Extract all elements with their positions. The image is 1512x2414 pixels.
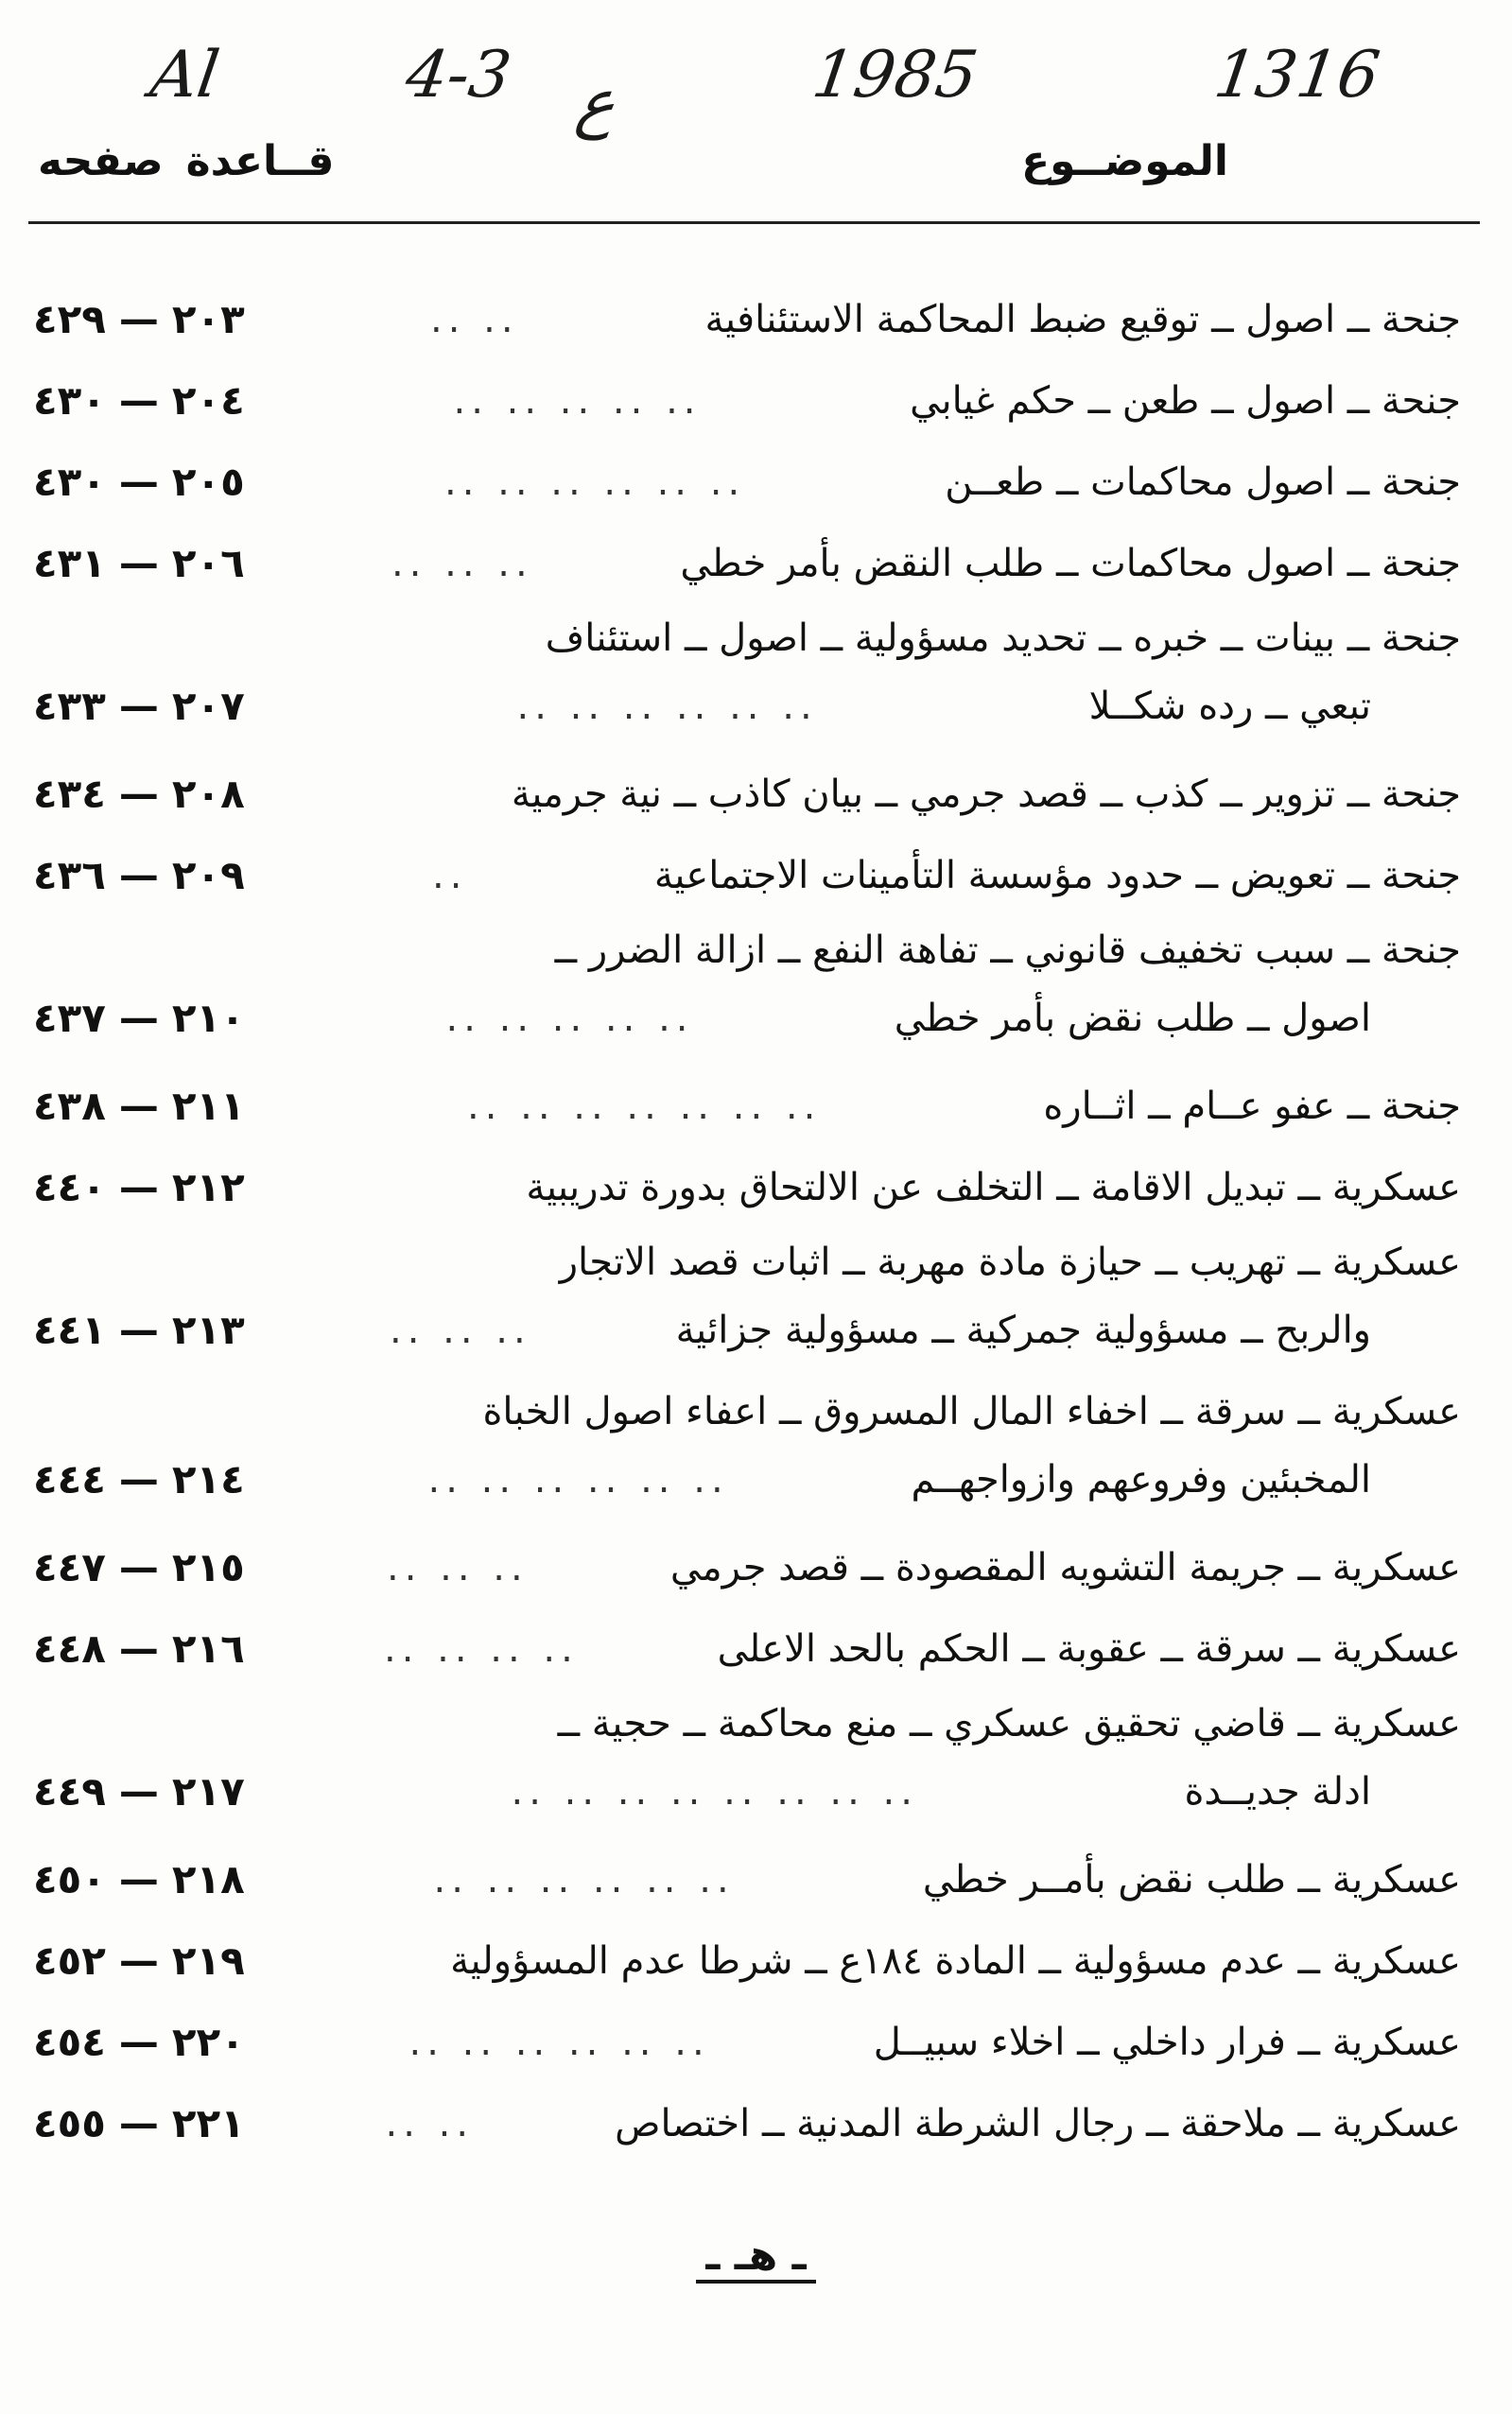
entry-line (33, 523, 1461, 604)
leader-dots: .. .. (385, 2102, 475, 2145)
entry-subject-text: والربح ــ مسؤولية جمركية ــ مسؤولية جزائية (675, 1309, 1371, 1352)
leader-dots: .. .. (430, 298, 519, 341)
leader-dots: .. .. .. .. .. .. .. .. (511, 1770, 918, 1814)
reference-separator: — (118, 1456, 159, 1502)
page-number: ٤٤٧ (33, 1544, 106, 1590)
page-number: ٤٤٩ (33, 1768, 106, 1815)
page-number: ٤٤٤ (33, 1456, 106, 1502)
index-entry (33, 523, 1461, 604)
leader-dots: .. .. .. .. (384, 1627, 579, 1671)
leader-dots: .. .. .. .. .. (445, 997, 694, 1040)
page-number: ٤٣٧ (33, 995, 106, 1041)
entry-reference (33, 1147, 245, 1228)
handwritten-note-a: A​l (146, 38, 224, 113)
index-entry (33, 1920, 1461, 2002)
entry-subject-text: عسكرية ــ عدم مسؤولية ــ المادة ١٨٤ع ــ شرطا عدم المسؤولية (450, 1939, 1461, 1983)
rule-number: ٢١٢ (171, 1164, 245, 1210)
entry-subject-text: جنحة ــ تزوير ــ كذب ــ قصد جرمي ــ بيان كاذب ــ نية جرمية (511, 773, 1461, 816)
index-entry (33, 604, 1461, 740)
rule-number: ٢١٠ (171, 995, 245, 1041)
reference-separator: — (118, 683, 159, 729)
entry-reference (33, 1066, 245, 1147)
index-entry (33, 2083, 1461, 2164)
index-entry (33, 360, 1461, 442)
reference-separator: — (118, 852, 159, 898)
entry-subject-text: اصول ــ طلب نقض بأمر خطي (894, 997, 1371, 1040)
index-header (38, 137, 1228, 203)
entry-subject-text: المخبئين وفروعهم وازواجهــم (911, 1458, 1371, 1502)
entry-line (33, 2002, 1461, 2083)
reference-separator: — (118, 2100, 159, 2146)
entry-reference (33, 1758, 245, 1826)
page-letter-mark (0, 2232, 1512, 2280)
entry-line (33, 1378, 1461, 1446)
leader-dots: .. .. .. .. .. .. (427, 1458, 729, 1502)
entry-subject-text: عسكرية ــ قاضي تحقيق عسكري ــ منع محاكمة ــ حجية ــ (557, 1702, 1461, 1745)
rule-column-label: قــاعدة (185, 137, 335, 185)
rule-number: ٢٠٦ (171, 540, 245, 586)
entry-line (33, 1608, 1461, 1690)
entry-continuation-line (33, 1296, 1461, 1364)
entry-line (33, 1527, 1461, 1608)
reference-separator: — (118, 1625, 159, 1672)
handwritten-note-c: ع (571, 66, 621, 141)
rule-number: ٢١١ (171, 1083, 245, 1129)
page-number: ٤٣٠ (33, 459, 106, 505)
page-number: ٤٤٠ (33, 1164, 106, 1210)
leader-dots: .. .. .. (390, 1309, 531, 1352)
rule-number: ٢١٤ (171, 1456, 245, 1502)
entry-subject-text: عسكرية ــ سرقة ــ عقوبة ــ الحكم بالحد الاعلى (717, 1627, 1461, 1671)
page-number: ٤٥٥ (33, 2100, 106, 2146)
reference-separator: — (118, 377, 159, 424)
leader-dots: .. .. .. .. .. .. (516, 685, 818, 728)
handwritten-note-b: 4-3 (401, 38, 516, 113)
page-letter: ـ هـ ـ (696, 2232, 815, 2284)
entry-line (33, 279, 1461, 360)
reference-separator: — (118, 995, 159, 1041)
index-entries-list (33, 279, 1461, 2164)
entry-reference (33, 984, 245, 1052)
index-entry (33, 754, 1461, 835)
entry-reference (33, 672, 245, 740)
rule-number: ٢٠٤ (171, 377, 245, 424)
index-entry (33, 442, 1461, 523)
rule-number: ٢٠٩ (171, 852, 245, 898)
entry-reference (33, 754, 245, 835)
entry-subject-text: جنحة ــ اصول محاكمات ــ طلب النقض بأمر خطي (680, 542, 1461, 585)
page-column-label: صفحه (38, 137, 164, 185)
entry-subject-text: جنحة ــ تعويض ــ حدود مؤسسة التأمينات الاجتماعية (653, 854, 1461, 897)
entry-subject-text: جنحة ــ بينات ــ خبره ــ تحديد مسؤولية ــ اصول ــ استئناف (545, 617, 1461, 660)
page-number: ٤٥٠ (33, 1856, 106, 1902)
rule-number: ٢٢٠ (171, 2019, 245, 2065)
rule-number: ٢٠٣ (171, 296, 245, 342)
entry-reference (33, 523, 245, 604)
page-number: ٤٤٨ (33, 1625, 106, 1672)
index-entry (33, 279, 1461, 360)
leader-dots: .. (432, 854, 468, 897)
page-number: ٤٣١ (33, 540, 106, 586)
entry-line (33, 754, 1461, 835)
index-entry (33, 1228, 1461, 1364)
rule-number: ٢٠٨ (171, 771, 245, 817)
rule-number: ٢٠٥ (171, 459, 245, 505)
entry-reference (33, 1608, 245, 1690)
entry-line (33, 835, 1461, 916)
reference-separator: — (118, 2019, 159, 2065)
entry-continuation-line (33, 984, 1461, 1052)
entry-continuation-line (33, 672, 1461, 740)
rule-number: ٢١٨ (171, 1856, 245, 1902)
entry-line (33, 1147, 1461, 1228)
entry-reference (33, 2083, 245, 2164)
rule-number: ٢١٥ (171, 1544, 245, 1590)
header-divider (28, 221, 1480, 224)
entry-reference (33, 835, 245, 916)
index-entry (33, 1608, 1461, 1690)
entry-reference (33, 1527, 245, 1608)
reference-separator: — (118, 771, 159, 817)
entry-reference (33, 442, 245, 523)
entry-line (33, 1228, 1461, 1296)
entry-reference (33, 279, 245, 360)
entry-reference (33, 1920, 245, 2002)
rule-number: ٢١٦ (171, 1625, 245, 1672)
reference-separator: — (118, 459, 159, 505)
leader-dots: .. .. .. .. .. .. (444, 460, 746, 504)
entry-line (33, 1920, 1461, 2002)
leader-dots: .. .. .. (387, 1546, 529, 1589)
entry-subject-text: تبعي ــ رده شكــلا (1088, 685, 1371, 728)
entry-continuation-line (33, 1446, 1461, 1514)
leader-dots: .. .. .. .. .. (453, 379, 702, 423)
page-number: ٤٣٨ (33, 1083, 106, 1129)
page-number: ٤٣٣ (33, 683, 106, 729)
handwritten-year: 1985 (808, 38, 982, 113)
rule-number: ٢٠٧ (171, 683, 245, 729)
page-number: ٤٤١ (33, 1307, 106, 1353)
page-number: ٤٥٢ (33, 1937, 106, 1984)
handwritten-number: 1316 (1209, 38, 1384, 113)
entry-subject-text: جنحة ــ اصول ــ توقيع ضبط المحاكمة الاستئنافية (704, 298, 1461, 341)
leader-dots: .. .. .. .. .. .. (408, 2021, 710, 2064)
reference-separator: — (118, 1083, 159, 1129)
entry-subject-text: جنحة ــ اصول ــ طعن ــ حكم غيابي (910, 379, 1461, 423)
index-entry (33, 1527, 1461, 1608)
entry-line (33, 1839, 1461, 1920)
index-entry (33, 1839, 1461, 1920)
entry-subject-text: عسكرية ــ جريمة التشويه المقصودة ــ قصد جرمي (669, 1546, 1461, 1589)
rule-number: ٢١٧ (171, 1768, 245, 1815)
rule-number: ٢٢١ (171, 2100, 245, 2146)
entry-line (33, 1066, 1461, 1147)
rule-page-labels (38, 137, 334, 185)
page-number: ٤٣٤ (33, 771, 106, 817)
rule-number: ٢١٩ (171, 1937, 245, 1984)
reference-separator: — (118, 296, 159, 342)
entry-line (33, 442, 1461, 523)
page-number: ٤٣٦ (33, 852, 106, 898)
entry-reference (33, 1296, 245, 1364)
rule-number: ٢١٣ (171, 1307, 245, 1353)
leader-dots: .. .. .. .. .. .. (433, 1858, 735, 1902)
page-number: ٤٢٩ (33, 296, 106, 342)
entry-line (33, 1690, 1461, 1758)
index-entry (33, 1147, 1461, 1228)
reference-separator: — (118, 1164, 159, 1210)
reference-separator: — (118, 540, 159, 586)
entry-line (33, 360, 1461, 442)
entry-line (33, 916, 1461, 984)
entry-subject-text: عسكرية ــ ملاحقة ــ رجال الشرطة المدنية ــ اختصاص (615, 2102, 1461, 2145)
entry-subject-text: عسكرية ــ تهريب ــ حيازة مادة مهربة ــ اثبات قصد الاتجار (559, 1241, 1461, 1284)
reference-separator: — (118, 1937, 159, 1984)
reference-separator: — (118, 1768, 159, 1815)
entry-reference (33, 2002, 245, 2083)
entry-line (33, 2083, 1461, 2164)
index-entry (33, 1066, 1461, 1147)
index-entry (33, 1378, 1461, 1514)
index-entry (33, 835, 1461, 916)
entry-subject-text: جنحة ــ عفو عــام ــ اثــاره (1043, 1085, 1461, 1128)
index-entry (33, 916, 1461, 1052)
entry-reference (33, 1446, 245, 1514)
page-number: ٤٥٤ (33, 2019, 106, 2065)
entry-subject-text: عسكرية ــ تبديل الاقامة ــ التخلف عن الالتحاق بدورة تدريبية (526, 1166, 1461, 1209)
entry-line (33, 604, 1461, 672)
reference-separator: — (118, 1544, 159, 1590)
entry-subject-text: ادلة جديــدة (1184, 1770, 1371, 1814)
leader-dots: .. .. .. (391, 542, 533, 585)
reference-separator: — (118, 1307, 159, 1353)
entry-subject-text: عسكرية ــ سرقة ــ اخفاء المال المسروق ــ اعفاء اصول الخباة (482, 1390, 1461, 1433)
entry-subject-text: جنحة ــ اصول محاكمات ــ طعــن (945, 460, 1461, 504)
entry-reference (33, 1839, 245, 1920)
index-entry (33, 2002, 1461, 2083)
leader-dots: .. .. .. .. .. .. .. (467, 1085, 822, 1128)
entry-subject-text: عسكرية ــ فرار داخلي ــ اخلاء سبيــل (873, 2021, 1461, 2064)
reference-separator: — (118, 1856, 159, 1902)
page-number: ٤٣٠ (33, 377, 106, 424)
entry-reference (33, 360, 245, 442)
subject-column-label: الموضــوع (1021, 137, 1228, 185)
entry-subject-text: جنحة ــ سبب تخفيف قانوني ــ تفاهة النفع ــ ازالة الضرر ــ (554, 929, 1461, 972)
index-entry (33, 1690, 1461, 1826)
entry-subject-text: عسكرية ــ طلب نقض بأمــر خطي (922, 1858, 1461, 1902)
entry-continuation-line (33, 1758, 1461, 1826)
